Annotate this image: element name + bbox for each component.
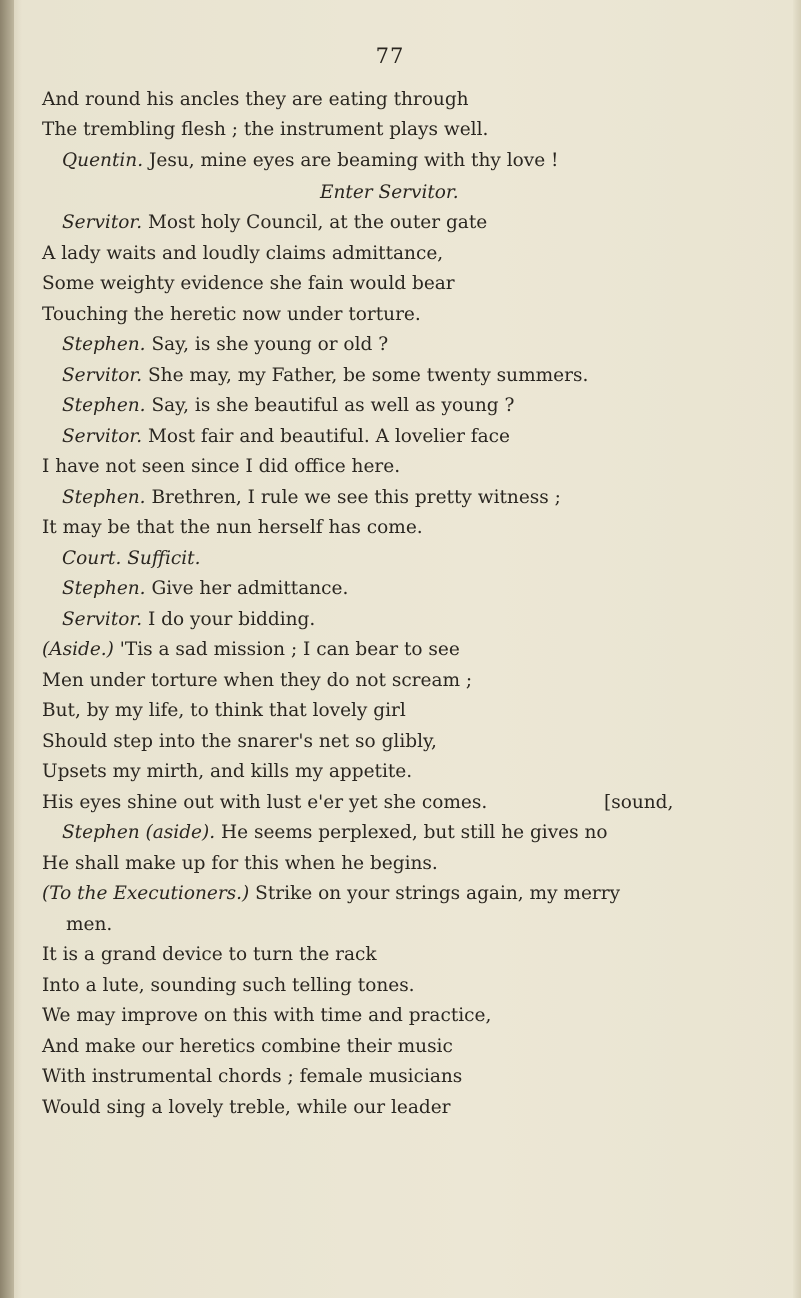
line-text: Say, is she beautiful as well as young ? [145, 395, 515, 416]
line-text: Sufficit. [121, 548, 201, 569]
line-text: Strike on your strings again, my merry [249, 883, 621, 904]
text-line [42, 882, 620, 906]
line-text: And make our heretics combine their music [42, 1036, 453, 1057]
line-text: 'Tis a sad mission ; I can bear to see [113, 639, 460, 660]
speaker-name: Stephen. [62, 395, 146, 416]
page-binding-shadow [0, 0, 14, 1298]
line-text: men. [66, 914, 113, 935]
speaker-name: Stephen. [62, 578, 146, 599]
right-margin-note [604, 791, 673, 815]
line-text: Most fair and beautiful. A lovelier face [142, 426, 510, 447]
text-line [42, 943, 377, 967]
text-line [62, 486, 561, 510]
stage-direction-text: (Aside.) [42, 639, 114, 660]
line-text: With instrumental chords ; female musicians [42, 1066, 463, 1087]
page-edge [793, 0, 801, 1298]
speaker-name: Quentin. [62, 150, 144, 171]
text-line [62, 211, 487, 235]
text-line [42, 242, 443, 266]
text-line [42, 1035, 453, 1059]
line-text: We may improve on this with time and practice, [42, 1005, 492, 1026]
text-line [62, 149, 559, 173]
text-line [42, 455, 400, 479]
stage-direction-text: (To the Executioners.) [42, 883, 250, 904]
line-text: She may, my Father, be some twenty summers. [142, 365, 589, 386]
text-line [42, 88, 469, 112]
stage-direction [320, 181, 459, 205]
text-line [42, 760, 412, 784]
speaker-name: Servitor. [62, 609, 143, 630]
text-line [62, 394, 514, 418]
line-text: Say, is she young or old ? [145, 334, 389, 355]
text-line [62, 333, 388, 357]
line-text: Into a lute, sounding such telling tones. [42, 975, 415, 996]
line-text: And round his ancles they are eating through [42, 89, 469, 110]
text-line [62, 608, 315, 632]
line-text: Some weighty evidence she fain would bear [42, 273, 455, 294]
speaker-name: Servitor. [62, 212, 143, 233]
text-line [42, 303, 421, 327]
text-line [42, 791, 487, 815]
text-line [42, 638, 460, 662]
line-text: Give her admittance. [145, 578, 349, 599]
line-text: Touching the heretic now under torture. [42, 304, 421, 325]
line-text: But, by my life, to think that lovely girl [42, 700, 406, 721]
text-line [62, 364, 588, 388]
line-text: The trembling flesh ; the instrument plays well. [42, 119, 489, 140]
text-line [62, 425, 510, 449]
text-line [42, 1004, 491, 1028]
line-text: Should step into the snarer's net so glibly, [42, 731, 437, 752]
speaker-name: Stephen. [62, 334, 146, 355]
text-line [42, 1096, 451, 1120]
line-text: He seems perplexed, but still he gives no [215, 822, 608, 843]
line-text: Men under torture when they do not scream ; [42, 670, 473, 691]
speaker-name: Servitor. [62, 426, 143, 447]
text-line [42, 669, 472, 693]
text-line [42, 974, 415, 998]
line-text: Jesu, mine eyes are beaming with thy love ! [143, 150, 559, 171]
line-text: A lady waits and loudly claims admittance, [42, 243, 444, 264]
line-text: Brethren, I rule we see this pretty witness ; [145, 487, 561, 508]
speaker-name: Servitor. [62, 365, 143, 386]
line-text: [sound, [604, 792, 674, 813]
line-text: It is a grand device to turn the rack [42, 944, 377, 965]
text-line [62, 547, 200, 571]
text-line [42, 699, 406, 723]
text-line [42, 118, 488, 142]
stage-direction-text: Stephen (aside). [62, 822, 216, 843]
line-text: Would sing a lovely treble, while our leader [42, 1097, 451, 1118]
text-line [42, 852, 438, 876]
text-line [42, 1065, 462, 1089]
text-line [62, 821, 608, 845]
text-line [42, 272, 455, 296]
line-text: I have not seen since I did office here. [42, 456, 401, 477]
line-text: He shall make up for this when he begins. [42, 853, 438, 874]
line-text: His eyes shine out with lust e'er yet she comes. [42, 792, 488, 813]
line-text: I do your bidding. [142, 609, 316, 630]
line-text: It may be that the nun herself has come. [42, 517, 423, 538]
text-line [66, 913, 112, 937]
text-line [42, 516, 423, 540]
page-number: 77 [375, 44, 405, 68]
text-line [42, 730, 437, 754]
text-line [62, 577, 348, 601]
line-text: Upsets my mirth, and kills my appetite. [42, 761, 413, 782]
speaker-name: Court. [62, 548, 122, 569]
stage-direction-text: Enter Servitor. [320, 182, 459, 203]
line-text: Most holy Council, at the outer gate [142, 212, 488, 233]
speaker-name: Stephen. [62, 487, 146, 508]
